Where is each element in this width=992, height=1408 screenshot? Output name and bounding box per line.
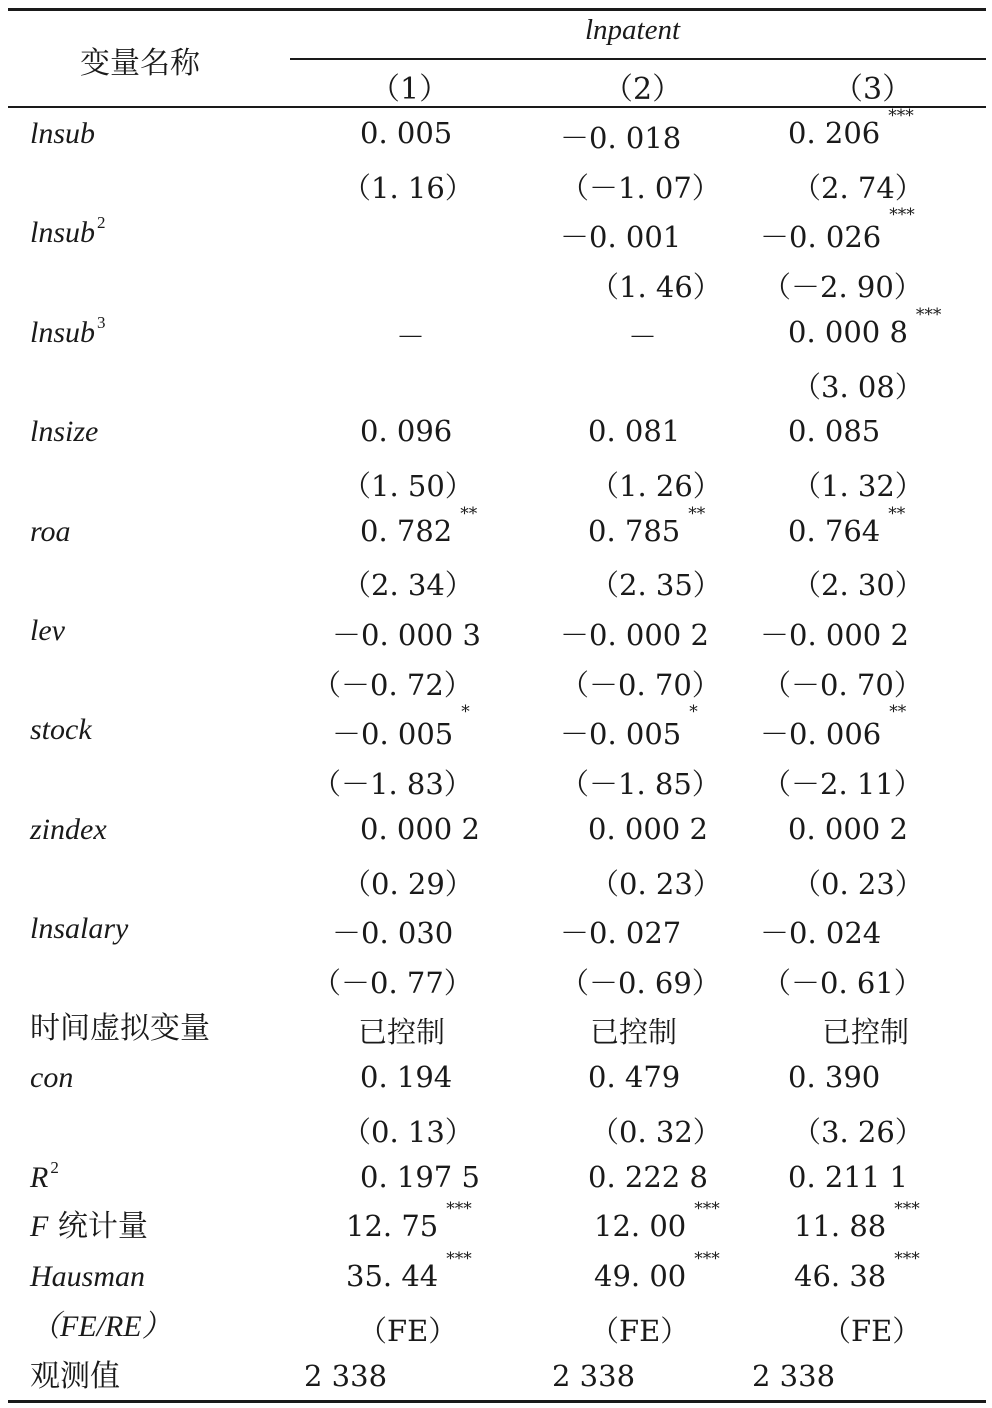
variable-name-text: lnsalary [30, 912, 129, 946]
t-stat-cell: （1. 26） [590, 468, 722, 503]
variable-exponent: 3 [97, 312, 106, 332]
hausman-label: Hausman [30, 1260, 146, 1294]
significance-stars: ** [888, 503, 906, 524]
f-stat-value: 12. 00 *** [594, 1199, 720, 1244]
coefficient-cell: 0. 479 [588, 1060, 681, 1095]
t-stat-cell: （0. 32） [590, 1115, 722, 1149]
coefficient-cell: －0. 006 ** [760, 702, 907, 752]
t-stat-cell: （0. 23） [590, 866, 722, 901]
variable-name [30, 909, 128, 949]
hausman-value: 49. 00 *** [594, 1249, 720, 1294]
variable-name-text: roa [30, 514, 71, 548]
significance-stars: * [461, 702, 470, 723]
observations-value: 2 338 [304, 1358, 388, 1393]
variable-name-text: stock [30, 713, 92, 747]
coefficient-cell: －0. 000 2 [560, 618, 709, 652]
r-squared-value: 0. 222 8 [588, 1159, 708, 1194]
header-dep-var: lnpatent [585, 14, 681, 46]
variable-name [30, 710, 92, 750]
observations-label: 观测值 [30, 1358, 120, 1394]
header-sub-rule [290, 58, 986, 60]
variable-name [30, 512, 71, 552]
time-dummy-value: 已控制 [590, 1014, 678, 1049]
t-stat-cell: （－1. 07） [560, 170, 721, 205]
fe-re-value: （FE） [590, 1313, 690, 1348]
coefficient-cell: －0. 001 [560, 220, 682, 255]
r-squared-label [30, 1158, 59, 1198]
significance-stars: ** [889, 702, 907, 723]
coefficient-cell: －0. 000 2 [760, 618, 909, 652]
t-stat-cell: （1. 50） [342, 468, 474, 503]
coefficient-cell: 0. 194 [360, 1060, 453, 1095]
variable-name [30, 810, 107, 850]
coefficient-cell: 0. 005 [360, 116, 453, 150]
significance-stars: ** [688, 503, 706, 524]
variable-name-text: lnsub [30, 315, 96, 349]
observations-value: 2 338 [552, 1358, 636, 1393]
r-squared-value: 0. 197 5 [360, 1159, 480, 1194]
coefficient-cell: 0. 206 *** [788, 106, 914, 150]
fe-re-value: （FE） [358, 1313, 458, 1348]
variable-name-text: lnsub [30, 117, 96, 150]
t-stat-cell: （－1. 85） [560, 767, 721, 802]
time-dummy-value: 已控制 [822, 1014, 910, 1049]
coefficient-cell: 0. 000 2 [360, 811, 480, 846]
significance-stars: * [689, 702, 698, 723]
coefficient-cell: 0. 782 ** [360, 503, 478, 548]
significance-stars: *** [888, 106, 914, 126]
bottom-rule [8, 1400, 986, 1403]
variable-name-text: lnsize [30, 415, 99, 449]
coefficient-cell: 0. 096 [360, 414, 453, 449]
header-var-name: 变量名称 [80, 46, 200, 81]
variable-name-text: lnsub [30, 216, 96, 250]
coefficient-cell: － [396, 319, 426, 354]
t-stat-cell: （－1. 83） [312, 767, 473, 802]
variable-name [30, 611, 65, 651]
t-stat-cell: （－0. 77） [312, 965, 473, 1000]
observations-value: 2 338 [752, 1358, 836, 1393]
coefficient-cell: －0. 000 3 [332, 618, 481, 652]
significance-stars: *** [446, 1249, 472, 1270]
variable-name: con [30, 1061, 74, 1095]
t-stat-cell: （2. 34） [342, 568, 474, 603]
f-stat-text: 统计量 [48, 1209, 148, 1245]
t-stat-cell: （1. 46） [590, 270, 722, 305]
significance-stars: ** [460, 503, 478, 524]
significance-stars: *** [694, 1199, 720, 1220]
coefficient-cell: － [628, 319, 658, 354]
t-stat-cell: （0. 29） [342, 866, 474, 901]
variable-name [30, 412, 98, 452]
t-stat-cell: （－0. 61） [762, 965, 923, 1000]
variable-name [30, 213, 106, 253]
coefficient-cell: －0. 005 * [560, 702, 698, 752]
coefficient-cell: 0. 000 2 [588, 811, 708, 846]
significance-stars: *** [446, 1199, 472, 1220]
r-squared-text: R [30, 1160, 49, 1194]
coefficient-cell: 0. 085 [788, 414, 881, 449]
coefficient-cell: 0. 000 2 [788, 811, 908, 846]
coefficient-cell: 0. 785 ** [588, 503, 706, 548]
coefficient-cell: －0. 024 [760, 916, 882, 951]
coefficient-cell: 0. 000 8 *** [788, 304, 942, 349]
coefficient-cell: 0. 081 [588, 414, 681, 449]
coefficient-cell: －0. 027 [560, 916, 682, 951]
fe-re-value: （FE） [822, 1313, 922, 1348]
significance-stars: *** [889, 205, 915, 226]
fe-re-label: （FE/RE） [30, 1309, 172, 1343]
header-col-2: （2） [603, 72, 683, 107]
significance-stars: *** [915, 304, 942, 325]
t-stat-cell: （－2. 90） [762, 270, 923, 305]
f-stat-italic: F [30, 1210, 49, 1244]
time-dummy-label: 时间虚拟变量 [30, 1010, 210, 1046]
t-stat-cell: （－2. 11） [762, 767, 923, 802]
coefficient-cell: －0. 018 [560, 121, 682, 155]
coefficient-cell: 0. 390 [788, 1060, 881, 1095]
variable-name [30, 114, 95, 154]
variable-name [30, 313, 106, 353]
hausman-value: 46. 38 *** [794, 1249, 920, 1294]
t-stat-cell: （1. 32） [792, 468, 924, 503]
f-stat-value: 11. 88 *** [794, 1199, 920, 1244]
t-stat-cell: （3. 26） [792, 1115, 924, 1149]
significance-stars: *** [894, 1249, 920, 1270]
t-stat-cell: （0. 23） [792, 866, 924, 901]
top-rule [8, 8, 986, 11]
t-stat-cell: （2. 74） [792, 170, 924, 205]
f-stat-label [30, 1207, 148, 1247]
coefficient-cell: －0. 030 [332, 916, 454, 951]
t-stat-cell: （3. 08） [792, 369, 924, 404]
t-stat-cell: （－0. 69） [560, 965, 721, 1000]
significance-stars: *** [894, 1199, 920, 1220]
coefficient-cell: －0. 005 * [332, 702, 470, 752]
t-stat-cell: （0. 13） [342, 1115, 474, 1149]
time-dummy-value: 已控制 [358, 1014, 446, 1049]
t-stat-cell: （－0. 72） [312, 667, 473, 702]
r-squared-exponent: 2 [50, 1157, 59, 1177]
t-stat-cell: （2. 35） [590, 568, 722, 603]
t-stat-cell: （－0. 70） [762, 667, 923, 702]
variable-name-text: lev [30, 614, 65, 647]
header-col-1: （1） [370, 72, 450, 107]
t-stat-cell: （－0. 70） [560, 667, 721, 702]
r-squared-value: 0. 211 1 [788, 1159, 908, 1194]
header-col-3: （3） [833, 72, 913, 107]
f-stat-value: 12. 75 *** [346, 1199, 472, 1244]
t-stat-cell: （2. 30） [792, 568, 924, 603]
hausman-value: 35. 44 *** [346, 1249, 472, 1294]
variable-exponent: 2 [97, 213, 106, 233]
variable-name-text: zindex [30, 812, 107, 846]
significance-stars: *** [694, 1249, 720, 1270]
t-stat-cell: （1. 16） [342, 170, 474, 205]
coefficient-cell: 0. 764 ** [788, 503, 906, 548]
coefficient-cell: －0. 026 *** [760, 205, 915, 255]
